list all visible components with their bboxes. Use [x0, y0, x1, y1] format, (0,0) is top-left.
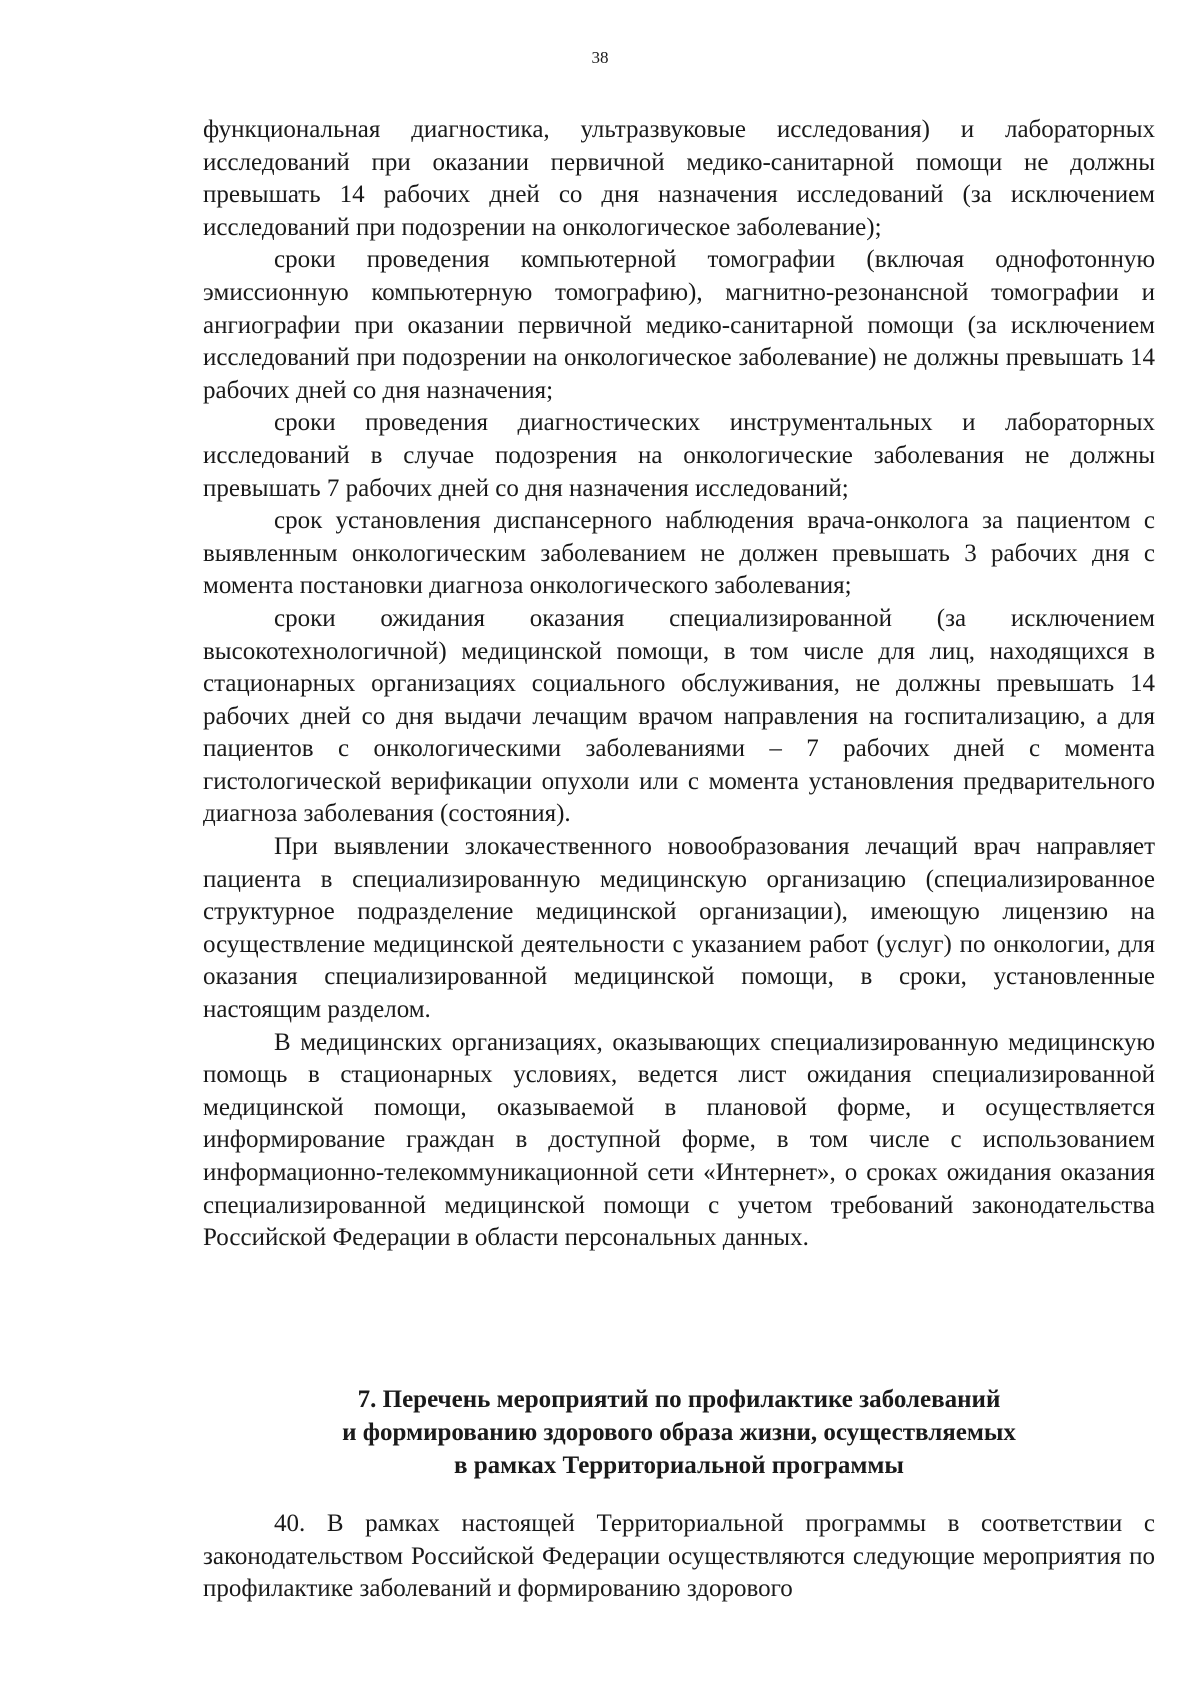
paragraph-malignant-neoplasm-referral: При выявлении злокачественного новообразования лечащий врач направляет пациента в специализированную медицинскую организацию (специализированное структурное подразделение медицинской организации), имеющую лицензию на осуществление медицинской деятельности с указанием работ (услуг) по онкологии, для оказания специализированной медицинской помощи, в сроки, установленные настоящим разделом. [203, 833, 1155, 1024]
section-body [203, 1508, 1155, 1606]
paragraph-oncology-diagnostics-terms: сроки проведения диагностических инструментальных и лабораторных исследований в случае подозрения на онкологические заболевания не должны превышать 7 рабочих дней со дня назначения исследований; [203, 409, 1155, 502]
document-body [203, 114, 1155, 1255]
section-heading [203, 1383, 1155, 1482]
paragraph-specialized-care-terms: сроки ожидания оказания специализированной (за исключением высокотехнологичной) медицинской помощи, в том числе для лиц, находящихся в стационарных организациях социального обслуживания, не должны превышать 14 рабочих дней со дня выдачи лечащим врачом направления на госпитализацию, а для пациентов с онкологическими заболеваниями – 7 рабочих дней с момента гистологической верификации опухоли или с момента установления предварительного диагноза заболевания (состояния). [203, 604, 1155, 828]
section-heading-line: и формированию здорового образа жизни, осуществляемых [342, 1419, 1016, 1446]
section-heading-line: в рамках Территориальной программы [454, 1452, 904, 1479]
section-heading-line: 7. Перечень мероприятий по профилактике заболеваний [357, 1386, 1001, 1413]
paragraph-40: 40. В рамках настоящей Территориальной программы в соответствии с законодательством Российской Федерации осуществляются следующие мероприятия по профилактике заболеваний и формированию здорового [203, 1510, 1155, 1603]
paragraph-ct-terms: сроки проведения компьютерной томографии (включая однофотонную эмиссионную компьютерную томографию), магнитно-резонансной томографии и ангиографии при оказании первичной медико-санитарной помощи (за исключением исследований при подозрении на онкологическое заболевание) не должны превышать 14 рабочих дней со дня назначения; [203, 246, 1155, 404]
paragraph-waiting-list: В медицинских организациях, оказывающих специализированную медицинскую помощь в стационарных условиях, ведется лист ожидания специализированной медицинской помощи, оказываемой в плановой форме, и осуществляется информирование граждан в доступной форме, в том числе с использованием информационно-телекоммуникационной сети «Интернет», о сроках ожидания оказания специализированной медицинской помощи с учетом требований законодательства Российской Федерации в области персональных данных. [203, 1028, 1155, 1252]
paragraph-dispensary-observation-term: срок установления диспансерного наблюдения врача-онколога за пациентом с выявленным онкологическим заболеванием не должен превышать 3 рабочих дня с момента постановки диагноза онкологического заболевания; [203, 507, 1155, 600]
page-number: 38 [591, 48, 609, 67]
paragraph-continued: функциональная диагностика, ультразвуковые исследования) и лабораторных исследований при оказании первичной медико-санитарной помощи не должны превышать 14 рабочих дней со дня назначения исследований (за исключением исследований при подозрении на онкологическое заболевание); [203, 116, 1155, 241]
